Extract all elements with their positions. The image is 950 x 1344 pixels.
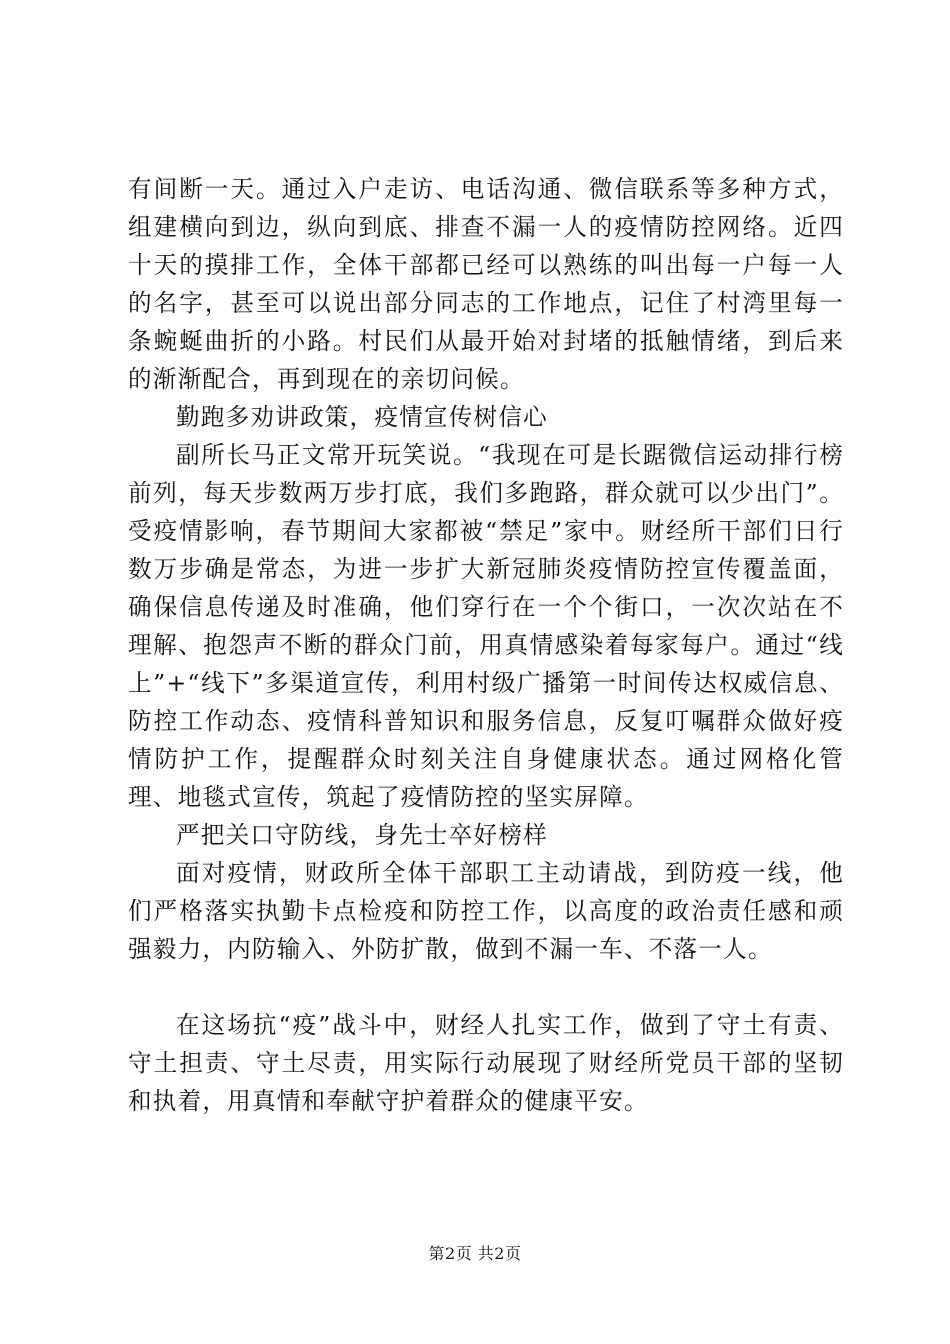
paragraph-conclusion: 在这场抗“疫”战斗中，财经人扎实工作，做到了守土有责、守土担责、守土尽责，用实际行动展现了财经所党员干部的坚韧和执着，用真情和奉献守护着群众的健康平安。 (128, 1011, 844, 1115)
page-number-footer: 第2页 共2页 (428, 1244, 522, 1263)
paragraph-publicity: 副所长马正文常开玩笑说。“我现在可是长踞微信运动排行榜前列，每天步数两万步打底，我们多跑路，群众就可以少出门”。受疫情影响，春节期间大家都被“禁足”家中。财经所干部们日行数万步确是常态，为进一步扩大新冠肺炎疫情防控宣传覆盖面，确保信息传递及时准确，他们穿行在一个个街口，一次次站在不理解、抱怨声不断的群众门前，用真情感染着每家每户。通过“线上”+“线下”多渠道宣传，利用村级广播第一时间传达权威信息、防控工作动态、疫情科普知识和服务信息，反复叮嘱群众做好疫情防护工作，提醒群众时刻关注自身健康状态。通过网格化管理、地毯式宣传，筑起了疫情防控的坚实屏障。 (128, 441, 844, 811)
section-heading-checkpoint: 严把关口守防线，身先士卒好榜样 (176, 821, 548, 849)
document-body (128, 170, 844, 1120)
paragraph-continuation: 有间断一天。通过入户走访、电话沟通、微信联系等多种方式，组建横向到边，纵向到底、排查不漏一人的疫情防控网络。近四十天的摸排工作，全体干部都已经可以熟练的叫出每一户每一人的名字，甚至可以说出部分同志的工作地点，记住了村湾里每一条蜿蜒曲折的小路。村民们从最开始对封堵的抵触情绪，到后来的渐渐配合，再到现在的亲切问候。 (128, 175, 844, 393)
paragraph-gap (128, 968, 844, 1006)
paragraph-checkpoint: 面对疫情，财政所全体干部职工主动请战，到防疫一线，他们严格落实执勤卡点检疫和防控工作，以高度的政治责任感和顽强毅力，内防输入、外防扩散，做到不漏一车、不落一人。 (128, 859, 844, 963)
section-heading-publicity: 勤跑多劝讲政策，疫情宣传树信心 (176, 403, 548, 431)
